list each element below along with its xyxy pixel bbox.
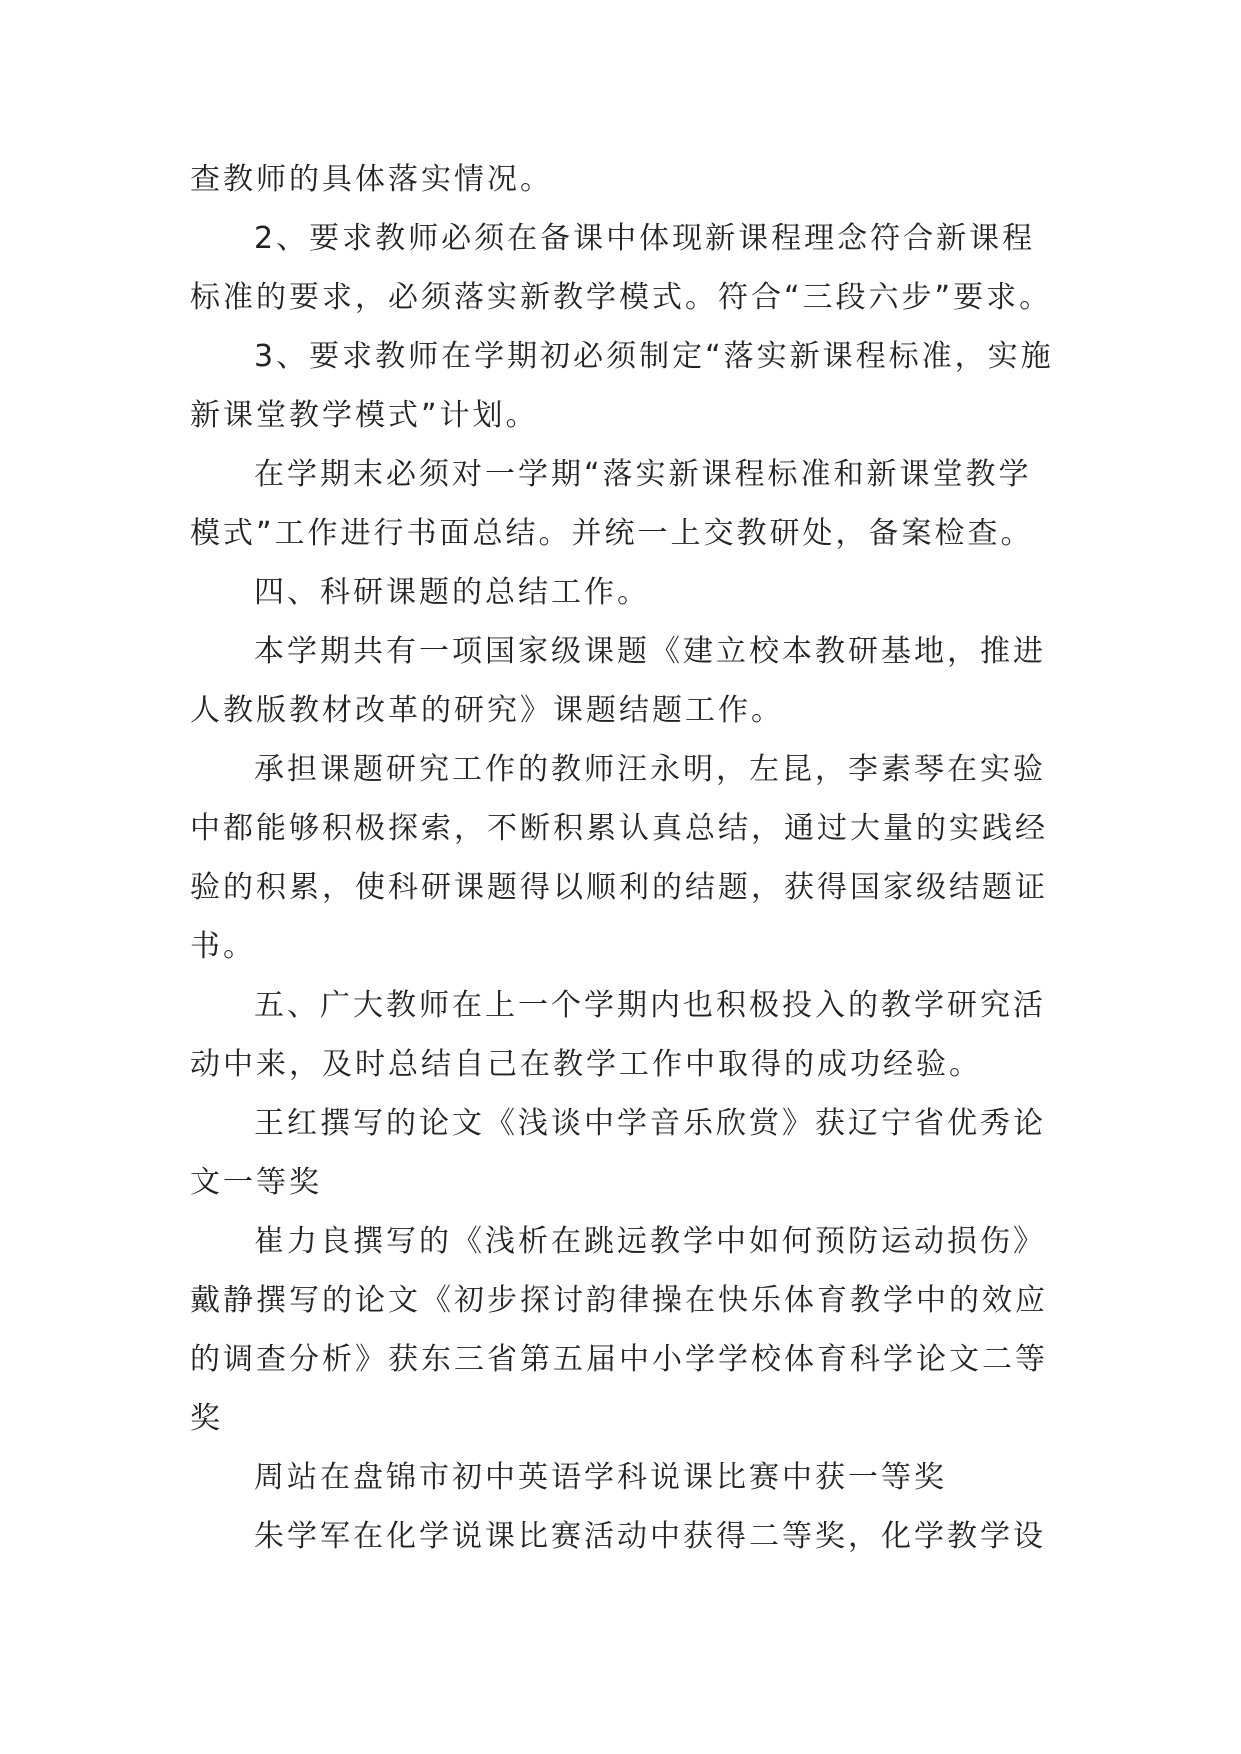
- paragraph-award-zhu: 朱学军在化学说课比赛活动中获得二等奖，化学教学设: [254, 1519, 1046, 1554]
- section-heading-4: 四、科研课题的总结工作。: [254, 575, 650, 610]
- paragraph-semester-end: 在学期末必须对一学期“落实新课程标准和新课堂教学模式”工作进行书面总结。并统一上交教研处，备案检查。: [190, 457, 1034, 551]
- paragraph-award-zhou: 周站在盘锦市初中英语学科说课比赛中获一等奖: [254, 1460, 947, 1495]
- paragraph-research-teachers: 承担课题研究工作的教师汪永明，左昆，李素琴在实验中都能够积极探索，不断积累认真总结，通过大量的实践经验的积累，使科研课题得以顺利的结题，获得国家级结题证书。: [190, 752, 1048, 964]
- paragraph-award-wang: 王红撰写的论文《浅谈中学音乐欣赏》获辽宁省优秀论文一等奖: [190, 1106, 1046, 1200]
- document-body: [190, 150, 1060, 1566]
- paragraph-award-cui-dai: 崔力良撰写的《浅析在跳远教学中如何预防运动损伤》戴静撰写的论文《初步探讨韵律操在快乐体育教学中的效应的调查分析》获东三省第五届中小学学校体育科学论文二等奖: [190, 1224, 1048, 1436]
- paragraph-item-3: 3、要求教师在学期初必须制定“落实新课程标准，实施新课堂教学模式”计划。: [190, 339, 1054, 433]
- paragraph-research-project: 本学期共有一项国家级课题《建立校本教研基地，推进人教版教材改革的研究》课题结题工作。: [190, 634, 1046, 728]
- paragraph-item-2: 2、要求教师必须在备课中体现新课程理念符合新课程标准的要求，必须落实新教学模式。符合“三段六步”要求。: [190, 221, 1053, 315]
- section-heading-5: 五、广大教师在上一个学期内也积极投入的教学研究活动中来，及时总结自己在教学工作中取得的成功经验。: [190, 988, 1046, 1082]
- paragraph-continuation: 查教师的具体落实情况。: [190, 162, 553, 197]
